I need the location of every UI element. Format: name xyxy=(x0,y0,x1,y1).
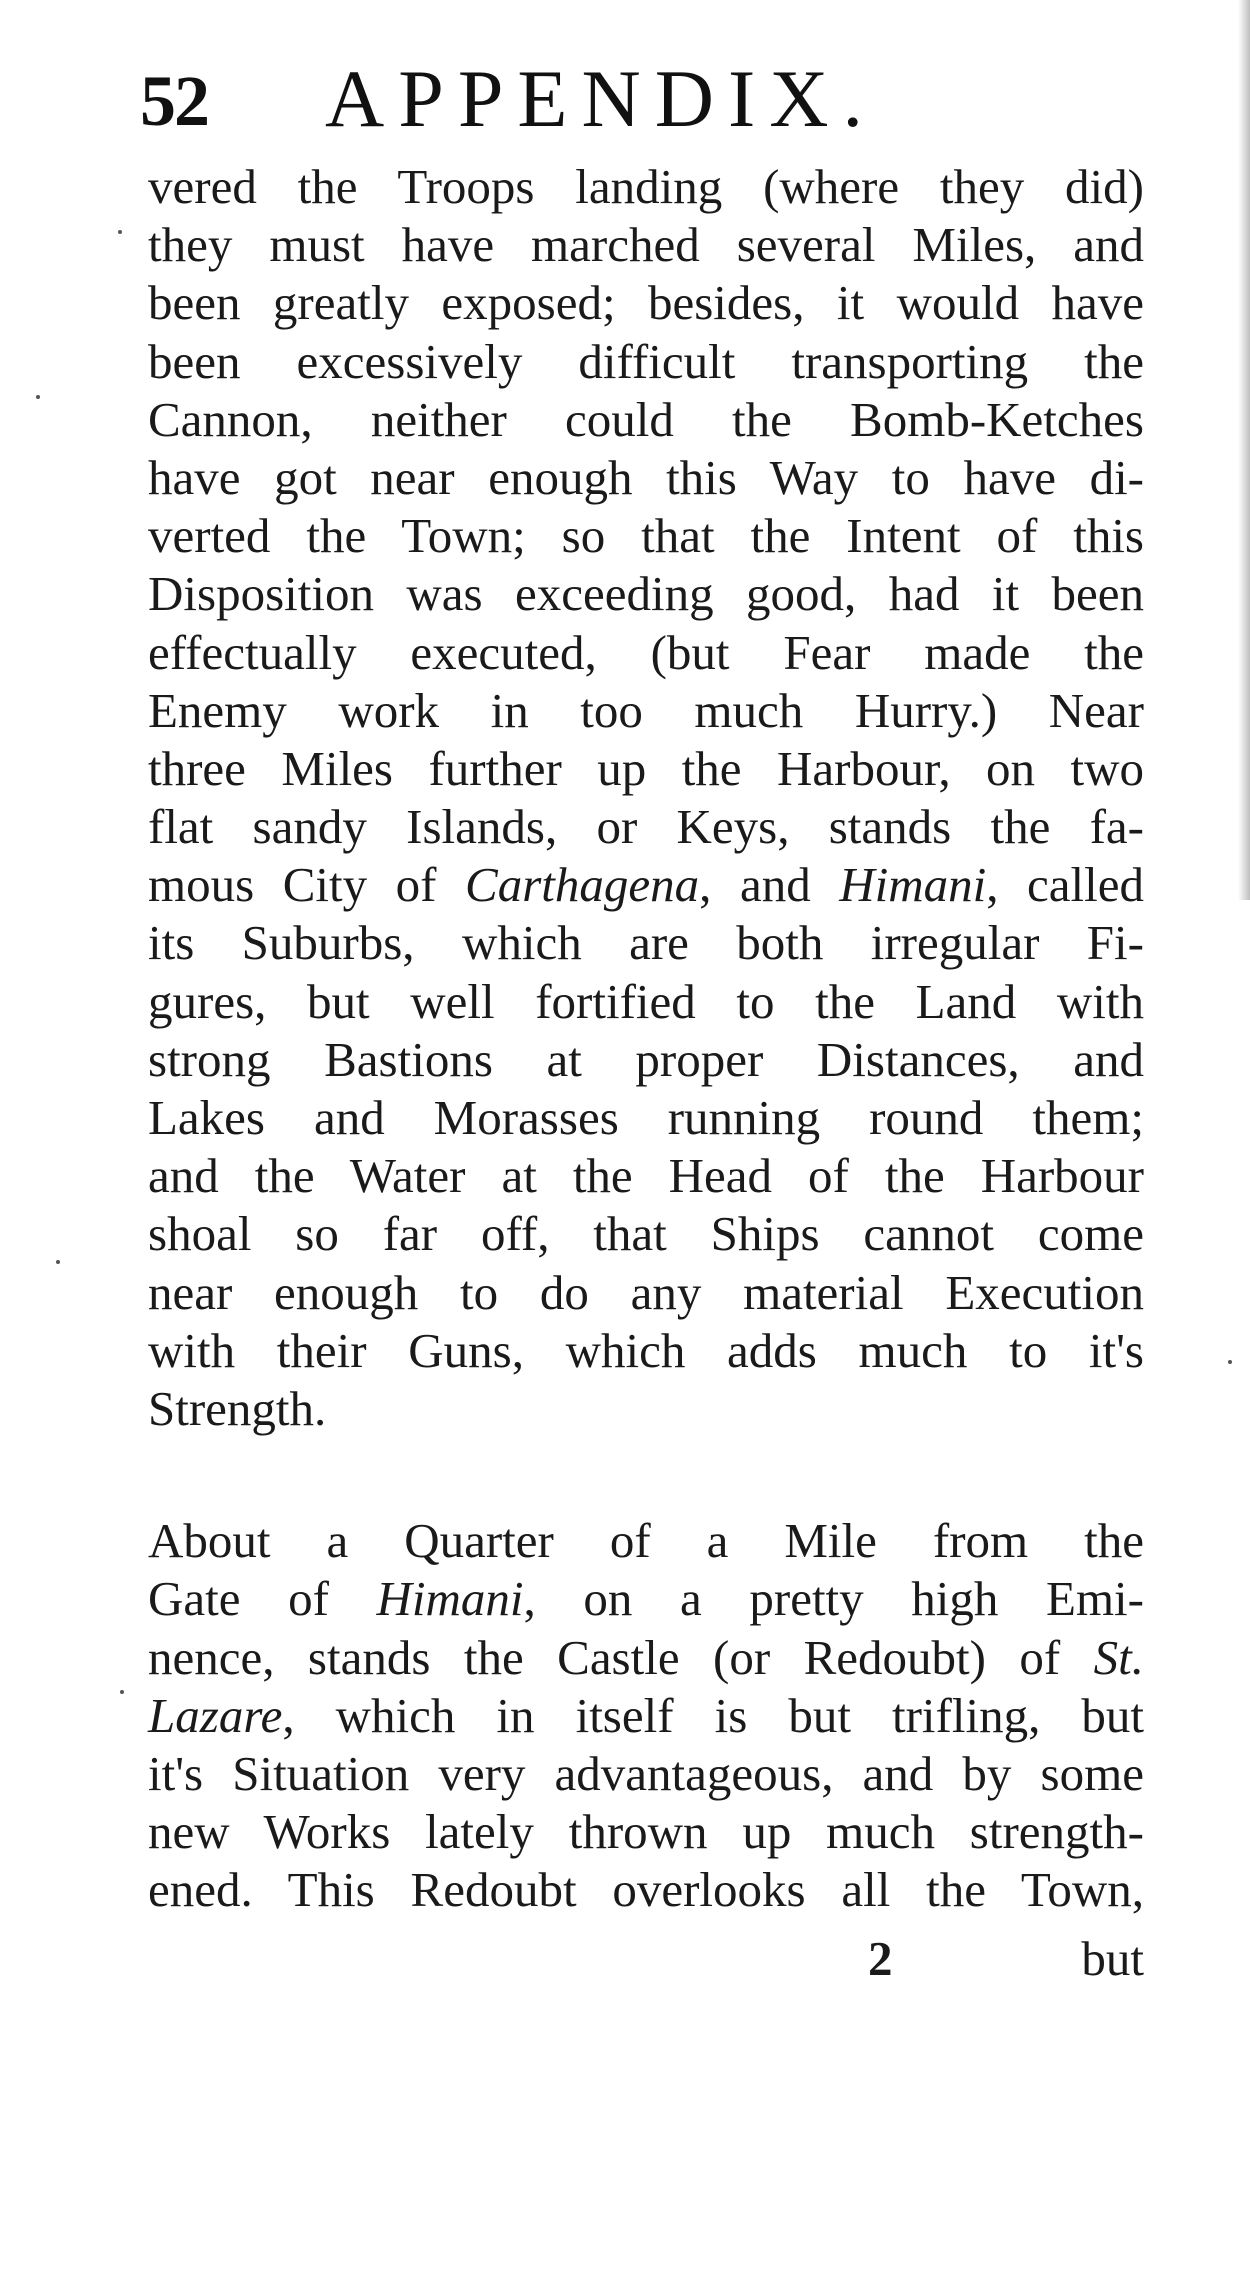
text-line: with their Guns, which adds much to it's xyxy=(148,1322,1144,1378)
text-run: Gate of xyxy=(148,1571,377,1627)
text-line: effectually executed, (but Fear made the xyxy=(148,624,1144,680)
text-line: it's Situation very advantageous, and by some xyxy=(148,1745,1144,1801)
ink-speck xyxy=(118,230,122,234)
text-line: strong Bastions at proper Distances, and xyxy=(148,1031,1144,1087)
text-line: Disposition was exceeding good, had it been xyxy=(148,566,1144,622)
italic-place-name: Himani xyxy=(839,857,987,913)
text-line-italic-names xyxy=(148,1687,1144,1745)
text-line-last: Strength. xyxy=(148,1380,327,1436)
text-line-italic-names xyxy=(148,856,1144,914)
text-line: Enemy work in too much Hurry.) Near xyxy=(148,682,1144,738)
text-run: , called xyxy=(986,857,1144,913)
italic-place-name: St. xyxy=(1093,1629,1144,1685)
text-line: shoal so far off, that Ships cannot come xyxy=(148,1206,1144,1262)
signature-mark: 2 xyxy=(868,1931,893,1986)
page-header xyxy=(140,52,1000,147)
text-run: , which in itself is but trifling, but xyxy=(282,1687,1144,1743)
italic-place-name: Carthagena xyxy=(465,857,700,913)
italic-place-name: Himani xyxy=(376,1571,524,1627)
paragraph-1 xyxy=(148,158,1144,1438)
ink-speck xyxy=(36,395,40,399)
text-line: gures, but well fortified to the Land with xyxy=(148,973,1144,1029)
page-footer xyxy=(148,1930,1144,1990)
page-number: 52 xyxy=(140,61,208,141)
text-line-italic-names xyxy=(148,1570,1144,1628)
paragraph-2 xyxy=(148,1512,1144,1919)
text-line: have got near enough this Way to have di- xyxy=(148,449,1144,505)
text-line-italic-names xyxy=(148,1629,1144,1687)
text-line: Cannon, neither could the Bomb-Ketches xyxy=(148,391,1144,447)
text-line: three Miles further up the Harbour, on two xyxy=(148,740,1144,796)
text-line: vered the Troops landing (where they did) xyxy=(148,159,1144,214)
text-line: they must have marched several Miles, and xyxy=(148,217,1144,273)
text-line: been excessively difficult transporting the xyxy=(148,333,1144,389)
text-line: been greatly exposed; besides, it would have xyxy=(148,275,1144,331)
text-line: Lakes and Morasses running round them; xyxy=(148,1090,1144,1145)
text-line: its Suburbs, which are both irregular Fi- xyxy=(148,915,1144,971)
text-line: About a Quarter of a Mile from the xyxy=(148,1513,1144,1569)
text-line: flat sandy Islands, or Keys, stands the fa- xyxy=(148,799,1144,855)
blank-line xyxy=(148,1438,1144,1496)
text-line: new Works lately thrown up much strength- xyxy=(148,1804,1144,1860)
italic-place-name: Lazare xyxy=(148,1687,283,1743)
text-run: , and xyxy=(699,857,840,913)
body-text xyxy=(148,158,1144,1919)
text-line: verted the Town; so that the Intent of this xyxy=(148,508,1144,564)
text-line: near enough to do any material Execution xyxy=(148,1264,1144,1320)
ink-speck xyxy=(120,1690,124,1694)
page-edge-shadow xyxy=(1238,0,1250,900)
text-line: ened. This Redoubt overlooks all the Town, xyxy=(148,1862,1144,1918)
text-run: nence, stands the Castle (or Redoubt) of xyxy=(148,1629,1094,1685)
text-run: , on a pretty high Emi- xyxy=(523,1571,1144,1627)
text-line: and the Water at the Head of the Harbour xyxy=(148,1148,1144,1204)
catchword: but xyxy=(1081,1931,1144,1986)
ink-speck xyxy=(1228,1360,1232,1364)
ink-speck xyxy=(56,1260,60,1264)
running-head: APPENDIX. xyxy=(325,53,877,144)
text-run: mous City of xyxy=(148,857,466,913)
